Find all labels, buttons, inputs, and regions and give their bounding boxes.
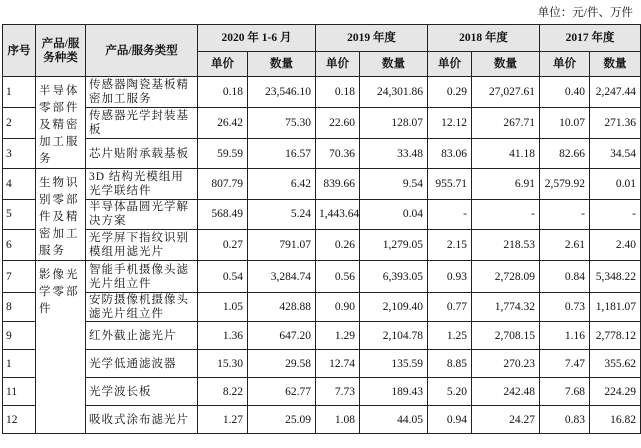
quantity-cell: 271.36 [590,108,641,139]
product-price-quantity-table [2,24,641,434]
quantity-cell: 29.58 [248,350,316,378]
price-cell: 0.94 [428,406,472,434]
price-cell: 0.27 [198,230,248,261]
quantity-cell: 16.82 [590,406,641,434]
product-name: 智能手机摄像头滤光片组立件 [86,261,198,293]
row-number: 5 [3,199,36,230]
price-cell: 2.15 [428,230,472,261]
table-row [3,230,641,261]
table-row [3,293,641,322]
quantity-cell: 135.59 [360,350,428,378]
product-name: 红外截止滤光片 [86,322,198,350]
table-row [3,139,641,169]
row-number: 9 [3,322,36,350]
price-cell: 839.66 [316,169,360,200]
header-category: 产品/服务种类 [36,25,86,77]
quantity-cell: 270.23 [472,350,540,378]
price-cell: 955.71 [428,169,472,200]
quantity-cell: 34.54 [590,139,641,169]
header-row-1 [3,25,641,52]
price-cell: 26.42 [198,108,248,139]
price-cell: 1.05 [198,293,248,322]
quantity-cell: 2,778.12 [590,322,641,350]
header-price: 单价 [316,52,360,77]
row-number: 2 [3,108,36,139]
header-quantity: 数量 [590,52,641,77]
row-number: 7 [3,261,36,293]
product-name: 3D 结构光模组用光学联结件 [86,169,198,200]
price-cell: 5.20 [428,378,472,406]
row-number: 12 [3,406,36,434]
category-cell: 影像光学零部件 [36,261,86,434]
table-row [3,108,641,139]
quantity-cell: 24.27 [472,406,540,434]
quantity-cell: 6,393.05 [360,261,428,293]
price-cell: 12.12 [428,108,472,139]
price-cell: 7.68 [540,378,590,406]
row-number: 3 [3,139,36,169]
price-cell: 2.61 [540,230,590,261]
price-cell: 1.27 [198,406,248,434]
price-cell: 0.83 [540,406,590,434]
product-name: 光学屏下指纹识别模组用滤光片 [86,230,198,261]
quantity-cell: 75.30 [248,108,316,139]
product-name: 半导体晶圆光学解决方案 [86,199,198,230]
header-period-2018: 2018 年度 [428,25,540,52]
price-cell: 807.79 [198,169,248,200]
row-number: 8 [3,293,36,322]
quantity-cell: 1,181.07 [590,293,641,322]
price-cell: 59.59 [198,139,248,169]
row-number: 4 [3,169,36,200]
price-cell: 82.66 [540,139,590,169]
category-cell: 生物识别零部件及精密加工服务 [36,169,86,261]
price-cell: 0.29 [428,77,472,108]
price-cell: 0.84 [540,261,590,293]
price-cell: 0.40 [540,77,590,108]
quantity-cell: 0.01 [590,169,641,200]
price-cell: - [428,199,472,230]
quantity-cell: 5,348.22 [590,261,641,293]
table-row [3,169,641,200]
row-number: 1 [3,350,36,378]
quantity-cell: 2,104.78 [360,322,428,350]
price-cell: 7.73 [316,378,360,406]
price-cell: 0.18 [316,77,360,108]
product-name: 光学低通滤波器 [86,350,198,378]
quantity-cell: 647.20 [248,322,316,350]
price-cell: 8.85 [428,350,472,378]
table-row [3,406,641,434]
quantity-cell: 224.29 [590,378,641,406]
row-number: 6 [3,230,36,261]
quantity-cell: 6.91 [472,169,540,200]
price-cell: 0.54 [198,261,248,293]
quantity-cell: 25.09 [248,406,316,434]
product-name: 传感器光学封装基板 [86,108,198,139]
price-cell: 0.93 [428,261,472,293]
header-period-2020h1: 2020 年 1-6 月 [198,25,316,52]
product-name: 吸收式涂布滤光片 [86,406,198,434]
product-name: 光学波长板 [86,378,198,406]
header-product: 产品/服务类型 [86,25,198,77]
quantity-cell: 2,247.44 [590,77,641,108]
table-row [3,199,641,230]
quantity-cell: 1,279.05 [360,230,428,261]
quantity-cell: 9.54 [360,169,428,200]
quantity-cell: 1,774.32 [472,293,540,322]
product-name: 安防摄像机摄像头滤光片组立件 [86,293,198,322]
quantity-cell: 62.77 [248,378,316,406]
quantity-cell: 44.05 [360,406,428,434]
table-row [3,322,641,350]
quantity-cell: 791.07 [248,230,316,261]
category-cell: 半导体零部件及精密加工服务 [36,77,86,169]
quantity-cell: 218.53 [472,230,540,261]
quantity-cell: 24,301.86 [360,77,428,108]
price-cell: 0.56 [316,261,360,293]
table-row [3,261,641,293]
table-row [3,350,641,378]
price-cell: 12.74 [316,350,360,378]
quantity-cell: 3,284.74 [248,261,316,293]
product-name: 传感器陶瓷基板精密加工服务 [86,77,198,108]
quantity-cell: 355.62 [590,350,641,378]
header-period-2019: 2019 年度 [316,25,428,52]
price-cell: 0.26 [316,230,360,261]
header-price: 单价 [428,52,472,77]
price-cell: 0.73 [540,293,590,322]
header-price: 单价 [540,52,590,77]
price-cell: 15.30 [198,350,248,378]
price-cell: 0.18 [198,77,248,108]
price-cell: 10.07 [540,108,590,139]
quantity-cell: 16.57 [248,139,316,169]
table-body [3,77,641,434]
price-cell: 1,443.64 [316,199,360,230]
quantity-cell: 2,109.40 [360,293,428,322]
price-cell: 1.25 [428,322,472,350]
header-price: 单价 [198,52,248,77]
product-name: 芯片贴附承载基板 [86,139,198,169]
quantity-cell: 0.04 [360,199,428,230]
price-cell: - [540,199,590,230]
price-cell: 83.06 [428,139,472,169]
header-quantity: 数量 [248,52,316,77]
price-cell: 0.77 [428,293,472,322]
price-cell: 1.08 [316,406,360,434]
price-cell: 1.16 [540,322,590,350]
quantity-cell: 23,546.10 [248,77,316,108]
price-cell: 22.60 [316,108,360,139]
quantity-cell: 2,708.15 [472,322,540,350]
quantity-cell: - [590,199,641,230]
unit-note: 单位：元/件、万件 [537,7,633,19]
price-cell: 8.22 [198,378,248,406]
price-cell: 568.49 [198,199,248,230]
quantity-cell: 267.71 [472,108,540,139]
price-cell: 0.90 [316,293,360,322]
table-row [3,77,641,108]
quantity-cell: 27,027.61 [472,77,540,108]
quantity-cell: 2.40 [590,230,641,261]
quantity-cell: 33.48 [360,139,428,169]
quantity-cell: 428.88 [248,293,316,322]
quantity-cell: 41.18 [472,139,540,169]
row-number: 1 [3,77,36,108]
header-quantity: 数量 [472,52,540,77]
row-number: 11 [3,378,36,406]
quantity-cell: 5.24 [248,199,316,230]
quantity-cell: 6.42 [248,169,316,200]
price-cell: 7.47 [540,350,590,378]
quantity-cell: 242.48 [472,378,540,406]
header-quantity: 数量 [360,52,428,77]
quantity-cell: 2,728.09 [472,261,540,293]
header-period-2017: 2017 年度 [540,25,641,52]
price-cell: 2,579.92 [540,169,590,200]
quantity-cell: 189.43 [360,378,428,406]
header-seq: 序号 [3,25,36,77]
table-row [3,378,641,406]
quantity-cell: 128.07 [360,108,428,139]
quantity-cell: - [472,199,540,230]
price-cell: 70.36 [316,139,360,169]
price-cell: 1.36 [198,322,248,350]
price-cell: 1.29 [316,322,360,350]
